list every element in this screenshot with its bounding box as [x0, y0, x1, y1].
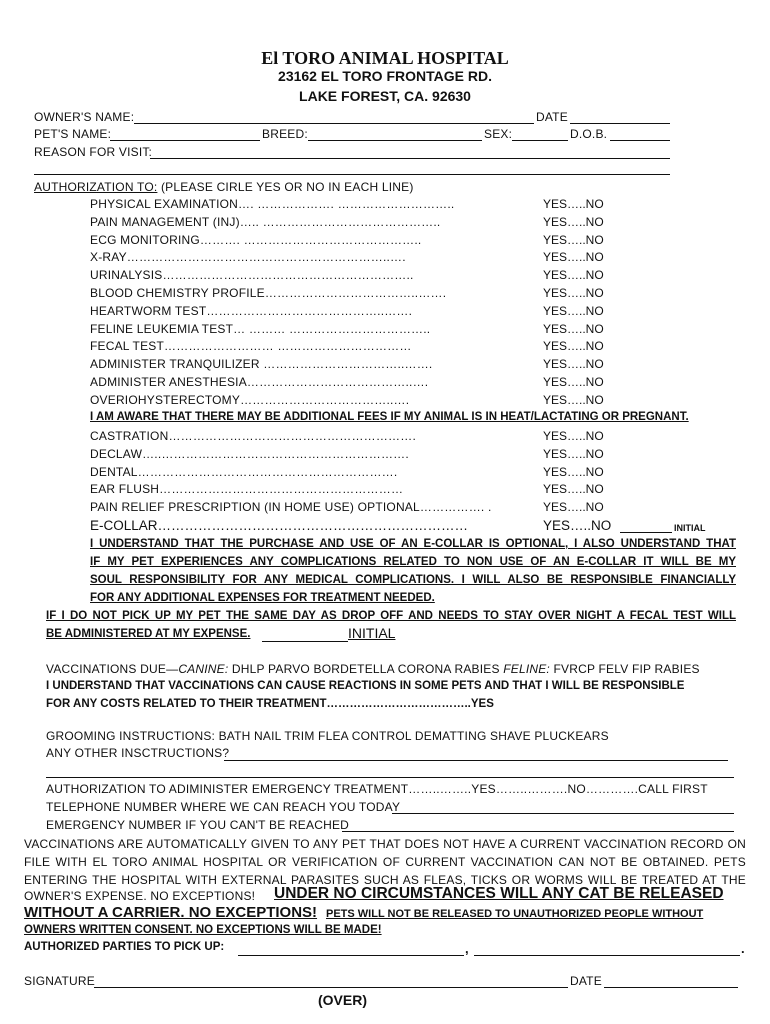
ecollar-terms-1: I UNDERSTAND THAT THE PURCHASE AND USE OF AN E-COLLAR IS OPTIONAL, I ALSO UNDERSTAND THAT — [90, 538, 736, 550]
feline-list: FVRCP FELV FIP RABIES — [549, 662, 700, 676]
authorization-item-label: URINALYSIS…………………………………………………….. — [90, 268, 414, 283]
yes-no-choice[interactable]: YES…..NO — [543, 446, 604, 461]
signature-date-label: DATE — [570, 974, 602, 988]
ecollar-terms-3: SOUL RESPONSIBILITY FOR ANY MEDICAL COMPLICATIONS. I WILL ALSO BE RESPONSIBLE FINANCIALLY — [90, 574, 736, 586]
reason-label: REASON FOR VISIT: — [34, 145, 153, 159]
date-field[interactable] — [570, 123, 670, 124]
fecal-initial-field[interactable] — [262, 641, 348, 642]
yes-no-choice[interactable]: YES…..NO — [543, 392, 604, 407]
yes-no-choice[interactable]: YES…..NO — [543, 286, 604, 300]
authorization-item-label: OVERIOHYSTERECTOMY………………………………..…. — [90, 392, 410, 407]
owners-name-field[interactable] — [134, 123, 534, 124]
over-label: (OVER) — [318, 992, 367, 1008]
yes-no-choice[interactable]: YES…..NO — [543, 464, 604, 479]
vaccinations-due — [46, 662, 700, 676]
authorization-item-label: FECAL TEST……………………… …………………………… — [90, 339, 412, 354]
yes-no-choice[interactable]: YES…..NO — [543, 268, 604, 283]
policy-line-1: VACCINATIONS ARE AUTOMATICALLY GIVEN TO ANY PET THAT DOES NOT HAVE A CURRENT VACCINATION RECORD ON — [24, 837, 746, 851]
policy-line-4b: UNDER NO CIRCUMSTANCES WILL ANY CAT BE RELEASED — [274, 885, 724, 902]
emergency-number-label: EMERGENCY NUMBER IF YOU CAN'T BE REACHED — [46, 818, 350, 832]
other-instructions-label: ANY OTHER INSCTRUCTIONS? — [46, 746, 230, 760]
dob-field[interactable] — [610, 140, 670, 141]
policy-line-5b: PETS WILL NOT BE RELEASED TO UNAUTHORIZED PEOPLE WITHOUT — [326, 908, 704, 920]
pets-name-label: PET'S NAME: — [34, 127, 112, 141]
yes-no-choice[interactable]: YES…..NO — [543, 303, 604, 318]
yes-no-choice[interactable]: YES…..NO — [543, 357, 604, 372]
yes-no-choice[interactable]: YES…..NO — [543, 482, 604, 497]
ecollar-label: E-COLLAR…………………………………………………………… — [90, 518, 469, 533]
authorization-item-label: DECLAW…..……………………………………………………. — [90, 446, 409, 461]
address-line-2: LAKE FOREST, CA. 92630 — [299, 88, 471, 104]
fees-notice: I AM AWARE THAT THERE MAY BE ADDITIONAL FEES IF MY ANIMAL IS IN HEAT/LACTATING OR PREGNANT. — [90, 411, 689, 423]
signature-date-field[interactable] — [604, 987, 738, 988]
yes-no-choice[interactable]: YES…..NO — [543, 339, 604, 354]
other-instructions-field-2[interactable] — [46, 777, 734, 778]
canine-list: DHLP PARVO BORDETELLA CORONA RABIES — [228, 662, 504, 676]
hospital-name: El TORO ANIMAL HOSPITAL — [261, 48, 509, 68]
authorization-item-label: PHYSICAL EXAMINATION…. ………………. ……………………….. — [90, 197, 455, 211]
reason-field[interactable] — [150, 158, 670, 159]
authorization-item-label: PAIN RELIEF PRESCRIPTION (IN HOME USE) OPTIONAL……………. . — [90, 500, 492, 515]
authorization-item-label: HEARTWORM TEST……………………………………..……. — [90, 303, 413, 318]
breed-field[interactable] — [308, 140, 482, 141]
authorization-item-label: ECG MONITORING………. …………………………………….. — [90, 232, 422, 247]
emergency-authorization: AUTHORIZATION TO ADIMINISTER EMERGENCY TREATMENT……..……..YES……..……….NO………….CALL FIRST — [46, 782, 708, 796]
fecal-terms-2: BE ADMINISTERED AT MY EXPENSE. — [46, 628, 251, 640]
authorization-item-label: BLOOD CHEMISTRY PROFILE………………………………..……. — [90, 286, 447, 300]
yes-no-choice[interactable]: YES…..NO — [543, 321, 604, 336]
policy-line-5a: WITHOUT A CARRIER. NO EXCEPTIONS! — [24, 904, 318, 921]
ecollar-terms-2: IF MY PET EXPERIENCES ANY COMPLICATIONS RELATED TO NON USE OF AN E-COLLAR IT WILL BE MY — [90, 556, 736, 568]
pickup-period: . — [741, 941, 745, 956]
yes-no-choice[interactable]: YES…..NO — [543, 500, 604, 515]
authorization-item-label: ADMINISTER ANESTHESIA…………………………………..…. — [90, 375, 429, 389]
authorization-heading-label: AUTHORIZATION TO: — [34, 180, 158, 194]
policy-line-6: OWNERS WRITTEN CONSENT. NO EXCEPTIONS WILL BE MADE! — [24, 924, 382, 936]
grooming-instructions: GROOMING INSTRUCTIONS: BATH NAIL TRIM FLEA CONTROL DEMATTING SHAVE PLUCKEARS — [46, 729, 609, 743]
breed-label: BREED: — [262, 127, 308, 141]
owners-name-label: OWNER'S NAME: — [34, 110, 135, 124]
yes-no-choice[interactable]: YES…..NO — [543, 250, 604, 265]
pickup-comma: , — [465, 941, 469, 956]
yes-no-choice[interactable]: YES…..NO — [543, 214, 604, 229]
authorization-item-label: EAR FLUSH…………………………………………………… — [90, 482, 404, 497]
authorization-item-label: CASTRATION……………………………………………………. — [90, 429, 416, 443]
authorization-item-label: FELINE LEUKEMIA TEST… ……… …………………………….. — [90, 321, 431, 336]
authorization-item-label: ADMINISTER TRANQUILIZER ……………………………..……. — [90, 357, 433, 372]
vaccination-reactions-1: I UNDERSTAND THAT VACCINATIONS CAN CAUSE REACTIONS IN SOME PETS AND THAT I WILL BE RESPONSIBLE — [46, 680, 685, 692]
ecollar-answer[interactable]: YES…..NO — [543, 518, 612, 533]
pets-name-field[interactable] — [110, 140, 260, 141]
policy-line-3: ENTERING THE HOSPITAL WITH EXTERNAL PARASITES SUCH AS FLEAS, TICKS OR WORMS WILL BE TREATED AT THE — [24, 873, 746, 887]
yes-no-choice[interactable]: YES…..NO — [543, 375, 604, 389]
fecal-terms-1: IF I DO NOT PICK UP MY PET THE SAME DAY AS DROP OFF AND NEEDS TO STAY OVER NIGHT A FECAL TEST WILL — [46, 610, 736, 622]
telephone-field[interactable] — [392, 813, 734, 814]
other-instructions-field[interactable] — [224, 760, 728, 761]
yes-no-choice[interactable]: YES…..NO — [543, 232, 604, 247]
feline-label: FELINE: — [503, 662, 550, 676]
date-label: DATE — [536, 110, 568, 124]
signature-field[interactable] — [94, 987, 568, 988]
authorization-item-label: PAIN MANAGEMENT (INJ)….. …………………………………….. — [90, 214, 441, 229]
telephone-label: TELEPHONE NUMBER WHERE WE CAN REACH YOU TODAY — [46, 800, 401, 814]
canine-label: CANINE: — [178, 662, 229, 676]
authorization-item-label: X-RAY………………………………………………………..…. — [90, 250, 406, 265]
fecal-initial-label: INITIAL — [348, 625, 396, 641]
address-line-1: 23162 EL TORO FRONTAGE RD. — [278, 68, 492, 84]
yes-no-choice[interactable]: YES…..NO — [543, 429, 604, 443]
sex-label: SEX: — [484, 127, 513, 141]
pickup-field-2[interactable] — [474, 955, 740, 956]
vaccination-reactions-2: FOR ANY COSTS RELATED TO THEIR TREATMENT………………………………..YES — [46, 698, 494, 710]
ecollar-initial-field[interactable] — [620, 532, 672, 533]
ecollar-initial-label: INITIAL — [674, 523, 706, 533]
pickup-label: AUTHORIZED PARTIES TO PICK UP: — [24, 941, 225, 953]
dob-label: D.O.B. — [570, 127, 608, 141]
yes-no-choice[interactable]: YES…..NO — [543, 197, 604, 211]
vaccinations-prefix: VACCINATIONS DUE— — [46, 662, 179, 676]
authorization-heading-note: (PLEASE CIRLE YES OR NO IN EACH LINE) — [157, 180, 414, 194]
pickup-field-1[interactable] — [238, 955, 464, 956]
signature-label: SIGNATURE — [24, 974, 95, 988]
ecollar-terms-4: FOR ANY ADDITIONAL EXPENSES FOR TREATMENT NEEDED. — [90, 592, 435, 604]
policy-line-4a: OWNER'S EXPENSE. NO EXCEPTIONS! — [24, 889, 256, 903]
authorization-item-label: DENTAL………………………………………………………. — [90, 464, 398, 479]
policy-line-2: FILE WITH EL TORO ANIMAL HOSPITAL OR VERIFICATION OF CURRENT VACCINATION CAN NOT BE OBTAINED. PETS — [24, 855, 746, 869]
sex-field[interactable] — [512, 140, 568, 141]
reason-field-2[interactable] — [34, 174, 670, 175]
authorization-heading — [34, 180, 414, 194]
emergency-number-field[interactable] — [342, 831, 734, 832]
